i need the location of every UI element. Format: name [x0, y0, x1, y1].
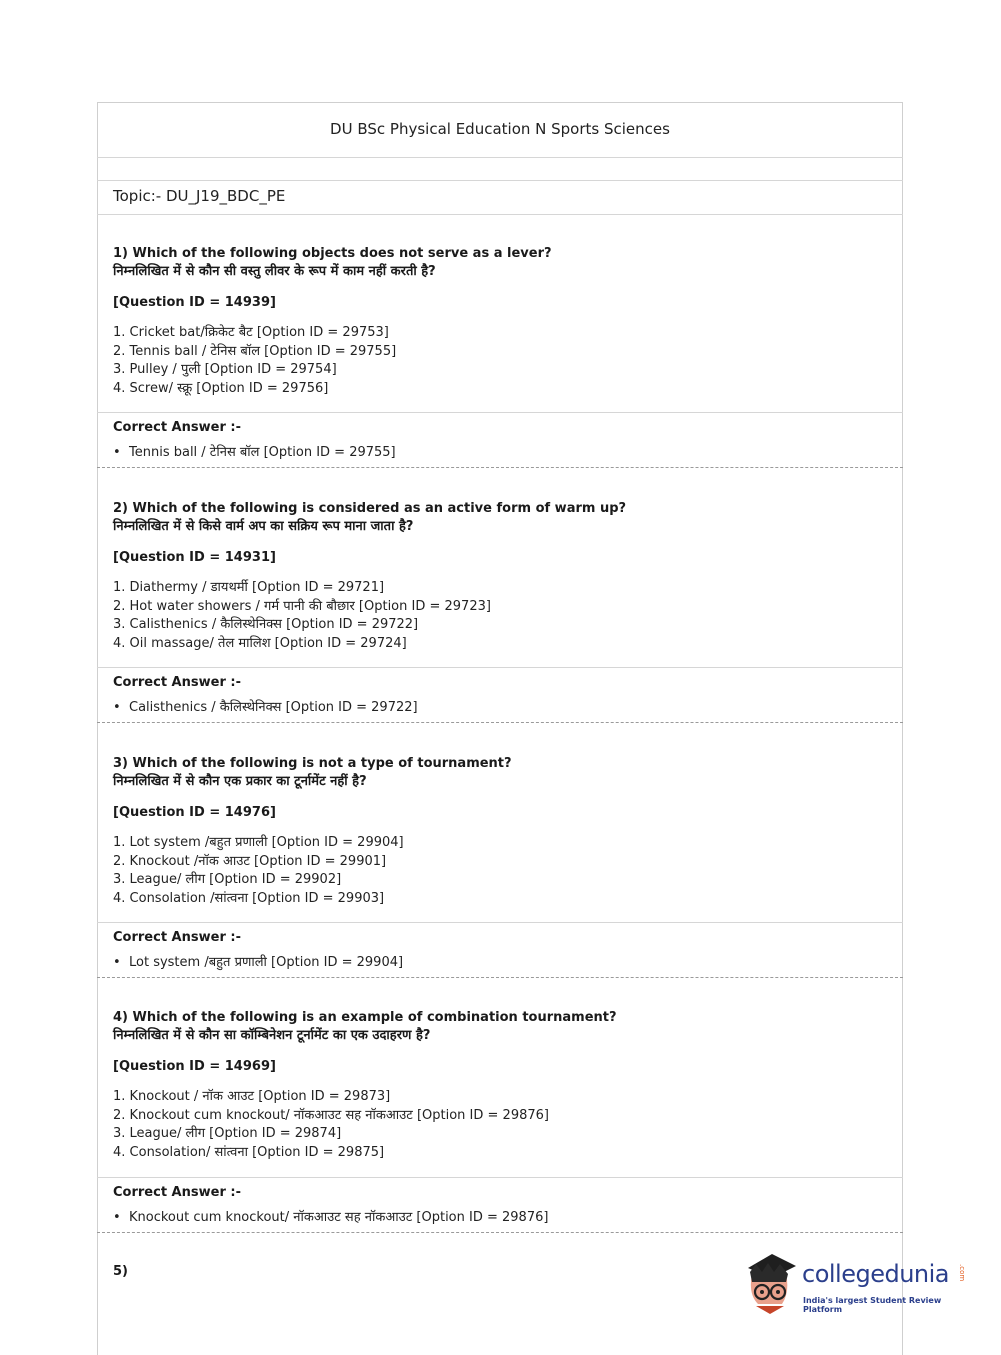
- question-separator: [97, 722, 903, 723]
- question-text-en: 3) Which of the following is not a type of tournament?: [113, 756, 512, 771]
- question-2: [113, 500, 873, 653]
- option: 2. Knockout cum knockout/ नॉकआउट सह नॉकआउट [Option ID = 29876]: [113, 1107, 549, 1123]
- options-list: [113, 1088, 873, 1162]
- correct-answer: • Lot system /बहुत प्रणाली [Option ID = 29904]: [113, 955, 404, 970]
- option: 1. Cricket bat/क्रिकेट बैट [Option ID = 29753]: [113, 325, 389, 340]
- options-list: [113, 834, 873, 908]
- logo-tagline: India's largest Student Review Platform: [803, 1296, 942, 1314]
- question-3: [113, 755, 873, 908]
- divider: [97, 922, 903, 923]
- option: 4. Oil massage/ तेल मालिश [Option ID = 29724]: [113, 635, 407, 651]
- question-id: [Question ID = 14939]: [113, 295, 276, 310]
- question-text-en: 1) Which of the following objects does not serve as a lever?: [113, 246, 552, 261]
- question-text-en: 2) Which of the following is considered as an active form of warm up?: [113, 501, 627, 516]
- question-separator: [97, 1232, 903, 1233]
- correct-answer-text: Knockout cum knockout/ नॉकआउट सह नॉकआउट [Option ID = 29876]: [129, 1210, 549, 1225]
- correct-answer: • Calisthenics / कैलिस्थेनिक्स [Option ID = 29722]: [113, 700, 418, 715]
- question-4: [113, 1009, 873, 1162]
- option: 1. Lot system /बहुत प्रणाली [Option ID = 29904]: [113, 835, 404, 850]
- correct-answer-text: Lot system /बहुत प्रणाली [Option ID = 29904]: [129, 955, 404, 970]
- divider: [97, 157, 903, 158]
- correct-answer-label: Correct Answer :-: [113, 420, 241, 435]
- question-text-en: 4) Which of the following is an example of combination tournament?: [113, 1010, 617, 1025]
- option: 1. Knockout / नॉक आउट [Option ID = 29873]: [113, 1089, 391, 1104]
- divider: [97, 214, 903, 215]
- question-separator: [97, 467, 903, 468]
- divider: [97, 412, 903, 413]
- question-text-hi: निम्नलिखित में से कौन सी वस्तु लीवर के रूप में काम नहीं करती है?: [113, 264, 436, 279]
- question-1: [113, 245, 873, 398]
- option: 4. Screw/ स्क्रू [Option ID = 29756]: [113, 380, 329, 396]
- question-text-hi: निम्नलिखित में से किसे वार्म अप का सक्रिय रूप माना जाता है?: [113, 519, 414, 534]
- option: 2. Hot water showers / गर्म पानी की बौछार [Option ID = 29723]: [113, 598, 491, 614]
- logo-wordmark: collegedunia: [802, 1260, 950, 1288]
- correct-answer-label: Correct Answer :-: [113, 675, 241, 690]
- options-list: [113, 579, 873, 653]
- correct-answer-text: Calisthenics / कैलिस्थेनिक्स [Option ID = 29722]: [129, 700, 418, 715]
- divider: [97, 1177, 903, 1178]
- question-text-hi: निम्नलिखित में से कौन सा कॉम्बिनेशन टूर्नामेंट का एक उदाहरण है?: [113, 1028, 431, 1043]
- question-separator: [97, 977, 903, 978]
- option: 4. Consolation/ सांत्वना [Option ID = 29875]: [113, 1144, 385, 1160]
- options-list: [113, 324, 873, 398]
- correct-answer-label: Correct Answer :-: [113, 930, 241, 945]
- divider: [97, 180, 903, 181]
- question-id: [Question ID = 14976]: [113, 805, 276, 820]
- page-title: DU BSc Physical Education N Sports Sciences: [330, 120, 670, 138]
- question-id: [Question ID = 14931]: [113, 550, 276, 565]
- collegedunia-logo: [742, 1250, 972, 1320]
- option: 3. Calisthenics / कैलिस्थेनिक्स [Option ID = 29722]: [113, 617, 419, 633]
- option: 3. League/ लीग [Option ID = 29902]: [113, 872, 342, 888]
- topic-label: Topic:- DU_J19_BDC_PE: [113, 187, 286, 205]
- logo-dotcom: .com: [958, 1264, 966, 1282]
- divider: [97, 667, 903, 668]
- option: 2. Tennis ball / टेनिस बॉल [Option ID = 29755]: [113, 343, 397, 359]
- correct-answer: • Tennis ball / टेनिस बॉल [Option ID = 29755]: [113, 445, 396, 460]
- correct-answer-label: Correct Answer :-: [113, 1185, 241, 1200]
- option: 3. League/ लीग [Option ID = 29874]: [113, 1126, 342, 1142]
- correct-answer-text: Tennis ball / टेनिस बॉल [Option ID = 29755]: [129, 445, 396, 460]
- question-id: [Question ID = 14969]: [113, 1059, 276, 1074]
- option: 2. Knockout /नॉक आउट [Option ID = 29901]: [113, 853, 387, 869]
- correct-answer: • Knockout cum knockout/ नॉकआउट सह नॉकआउट [Option ID = 29876]: [113, 1210, 549, 1225]
- option: 4. Consolation /सांत्वना [Option ID = 29903]: [113, 890, 385, 906]
- question-5-number: 5): [113, 1264, 128, 1279]
- question-text-hi: निम्नलिखित में से कौन एक प्रकार का टूर्नामेंट नहीं है?: [113, 774, 367, 789]
- option: 3. Pulley / पुली [Option ID = 29754]: [113, 362, 337, 378]
- mascot-icon: [742, 1250, 800, 1316]
- option: 1. Diathermy / डायथर्मी [Option ID = 29721]: [113, 580, 385, 595]
